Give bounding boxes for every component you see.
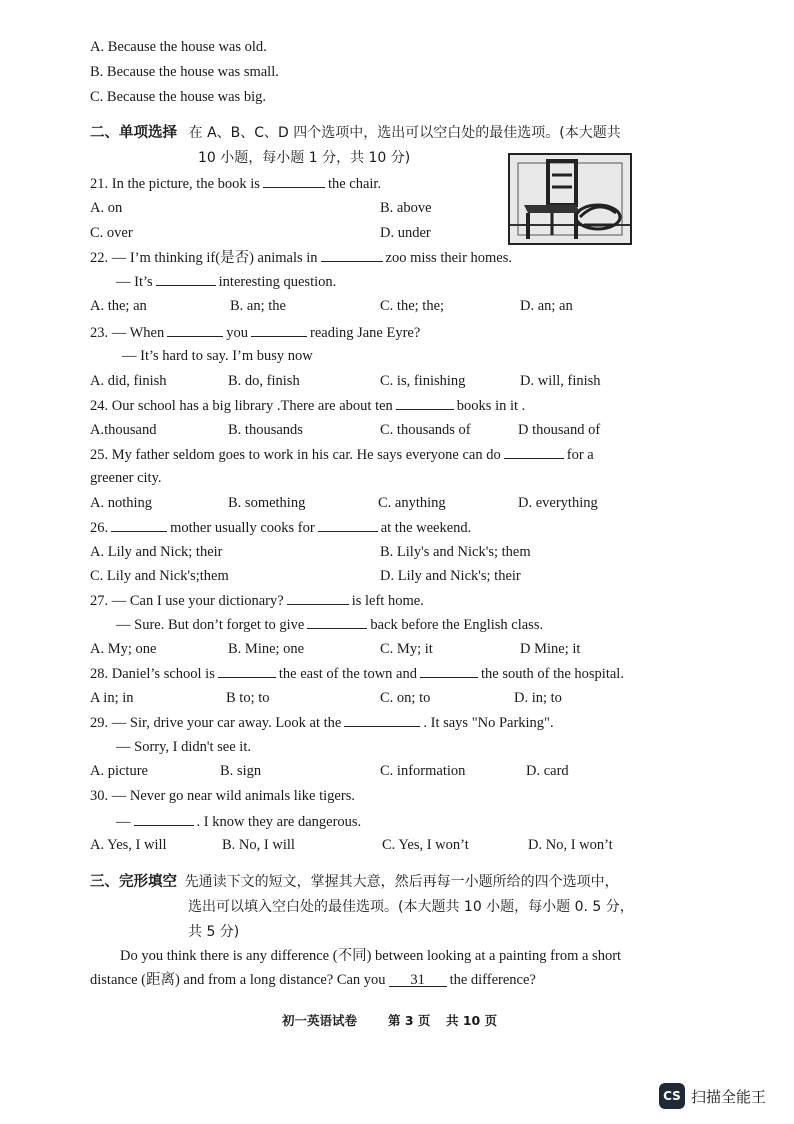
question-24 [90, 395, 525, 416]
q27-blank-2 [307, 614, 367, 629]
q21-blank [263, 173, 325, 188]
q29-stem-post: . It says "No Parking". [423, 715, 554, 731]
q21-option-a: A. on [90, 200, 123, 216]
q21-option-b: B. above [380, 200, 432, 216]
q22-option-c: C. the; the; [380, 298, 445, 314]
q27-option-a: A. My; one [90, 641, 157, 657]
q22-blank-1 [321, 247, 383, 262]
q22-option-d: D. an; an [520, 298, 573, 314]
q25-stem-post: for a [566, 447, 594, 463]
q22-stem-pre: 22. — I’m thinking if(是否) animals in [90, 250, 318, 266]
question-21 [90, 173, 381, 194]
section2-instructions-1: 在 A、B、C、D 四个选项中，选出可以空白处的最佳选项。(本大题共 [188, 125, 621, 141]
q24-blank [396, 395, 454, 410]
q24-option-c: C. thousands of [380, 422, 471, 438]
q21-option-c: C. over [90, 225, 133, 241]
footer-exam-title: 初一英语试卷 [282, 1013, 358, 1028]
section3-heading: 三、完形填空 [90, 874, 177, 890]
q23-stem-mid: you [226, 325, 248, 341]
q26-option-a: A. Lily and Nick; their [90, 544, 223, 560]
q23-stem-post: reading Jane Eyre? [310, 325, 421, 341]
q24-stem-post: books in it . [456, 398, 526, 414]
q21-option-d: D. under [380, 225, 431, 241]
q29-option-c: C. information [380, 763, 466, 779]
question-29 [90, 712, 554, 733]
section3-instructions-2: 选出可以填入空白处的最佳选项。(本大题共 10 小题，每小题 0. 5 分， [188, 899, 634, 915]
q26-option-d: D. Lily and Nick's; their [380, 568, 521, 584]
chair-book-picture [508, 153, 632, 245]
q22-stem-post: zoo miss their homes. [385, 250, 513, 266]
q25-option-b: B. something [228, 495, 306, 511]
q27-blank-1 [287, 590, 349, 605]
q23-option-a: A. did, finish [90, 373, 167, 389]
q28-option-c: C. on; to [380, 690, 431, 706]
q28-stem-post: the south of the hospital. [480, 666, 624, 682]
chair-book-illustration [510, 155, 630, 243]
q25-option-d: D. everything [518, 495, 598, 511]
q27-option-c: C. My; it [380, 641, 433, 657]
q27-option-d: D Mine; it [520, 641, 581, 657]
footer-total-pages: 共 10 页 [446, 1013, 498, 1028]
q26-blank-1 [111, 517, 167, 532]
q23-blank-2 [251, 322, 307, 337]
question-26 [90, 517, 471, 538]
q29-option-a: A. picture [90, 763, 148, 779]
section2-heading: 二、单项选择 [90, 125, 177, 141]
section3-instructions-3: 共 5 分) [188, 924, 240, 940]
camscanner-watermark [659, 1083, 766, 1109]
q30-response-post: . I know they are dangerous. [196, 814, 362, 830]
q29-option-d: D. card [526, 763, 569, 779]
q21-stem-post: the chair. [327, 176, 382, 192]
q30-stem: 30. — Never go near wild animals like tigers. [90, 788, 355, 804]
question-25 [90, 444, 594, 465]
q29-blank [344, 712, 420, 727]
q22-response-pre: — It’s [116, 274, 153, 290]
q28-blank-1 [218, 663, 276, 678]
q26-stem-pre: 26. [90, 520, 109, 536]
q29-response: — Sorry, I didn't see it. [116, 739, 251, 755]
passage-blank-31: 31 [389, 970, 447, 987]
prev-option-b: B. Because the house was small. [90, 64, 279, 80]
question-22 [90, 247, 512, 268]
section2-heading-line [90, 123, 621, 143]
q28-option-a: A in; in [90, 690, 134, 706]
passage-line-1: Do you think there is any difference (不同) between looking at a painting from a short [120, 948, 622, 964]
q30-response-pre: — [116, 814, 131, 830]
q30-option-a: A. Yes, I will [90, 837, 167, 853]
q30-blank [134, 811, 194, 826]
q30-option-b: B. No, I will [222, 837, 295, 853]
q30-option-d: D. No, I won’t [528, 837, 613, 853]
q23-blank-1 [167, 322, 223, 337]
passage-line-2 [90, 970, 536, 990]
q23-option-c: C. is, finishing [380, 373, 466, 389]
q27-response-post: back before the English class. [370, 617, 544, 633]
q24-option-a: A.thousand [90, 422, 157, 438]
q25-blank [504, 444, 564, 459]
q22-option-b: B. an; the [230, 298, 286, 314]
section2-instructions-2: 10 小题，每小题 1 分，共 10 分) [198, 150, 411, 166]
q22-option-a: A. the; an [90, 298, 147, 314]
q24-option-b: B. thousands [228, 422, 303, 438]
camscanner-logo: CS [659, 1083, 685, 1109]
q22-blank-2 [156, 271, 216, 286]
q29-option-b: B. sign [220, 763, 262, 779]
q24-option-d: D thousand of [518, 422, 601, 438]
q25-option-a: A. nothing [90, 495, 153, 511]
question-27-response [116, 614, 543, 635]
section3-heading-line [90, 872, 619, 892]
question-23 [90, 322, 420, 343]
prev-option-c: C. Because the house was big. [90, 89, 266, 105]
q28-stem-mid: the east of the town and [278, 666, 417, 682]
q21-stem-pre: 21. In the picture, the book is [90, 176, 260, 192]
q25-stem-continued: greener city. [90, 470, 162, 486]
footer-page-number: 第 3 页 [388, 1013, 431, 1028]
q27-option-b: B. Mine; one [228, 641, 305, 657]
q26-option-c: C. Lily and Nick's;them [90, 568, 229, 584]
question-28 [90, 663, 624, 684]
q26-stem-post: at the weekend. [380, 520, 472, 536]
q23-option-b: B. do, finish [228, 373, 300, 389]
q30-option-c: C. Yes, I won’t [382, 837, 469, 853]
q27-stem-post: is left home. [351, 593, 424, 609]
q22-response-post: interesting question. [218, 274, 337, 290]
q28-stem-pre: 28. Daniel’s school is [90, 666, 215, 682]
q28-option-b: B to; to [226, 690, 270, 706]
q27-stem-pre: 27. — Can I use your dictionary? [90, 593, 284, 609]
q29-stem-pre: 29. — Sir, drive your car away. Look at the [90, 715, 342, 731]
q26-stem-mid: mother usually cooks for [170, 520, 315, 536]
passage-line-2-post: the difference? [449, 972, 536, 988]
question-22-response [116, 271, 336, 292]
q23-option-d: D. will, finish [520, 373, 601, 389]
q23-response: — It’s hard to say. I’m busy now [122, 348, 313, 364]
question-30-response [116, 811, 361, 832]
q26-option-b: B. Lily's and Nick's; them [380, 544, 531, 560]
q28-option-d: D. in; to [514, 690, 562, 706]
prev-option-a: A. Because the house was old. [90, 39, 267, 55]
q25-stem-pre: 25. My father seldom goes to work in his car. He says everyone can do [90, 447, 501, 463]
q24-stem-pre: 24. Our school has a big library .There are about ten [90, 398, 393, 414]
q27-response-pre: — Sure. But don’t forget to give [116, 617, 305, 633]
q25-option-c: C. anything [378, 495, 446, 511]
section3-instructions-1: 先通读下文的短文，掌握其大意，然后再每一小题所给的四个选项中， [184, 874, 619, 890]
question-27 [90, 590, 424, 611]
camscanner-text: 扫描全能王 [691, 1087, 767, 1106]
q26-blank-2 [318, 517, 378, 532]
q23-stem-pre: 23. — When [90, 325, 165, 341]
q28-blank-2 [420, 663, 478, 678]
passage-line-2-pre: distance (距离) and from a long distance? Can you [90, 972, 386, 988]
